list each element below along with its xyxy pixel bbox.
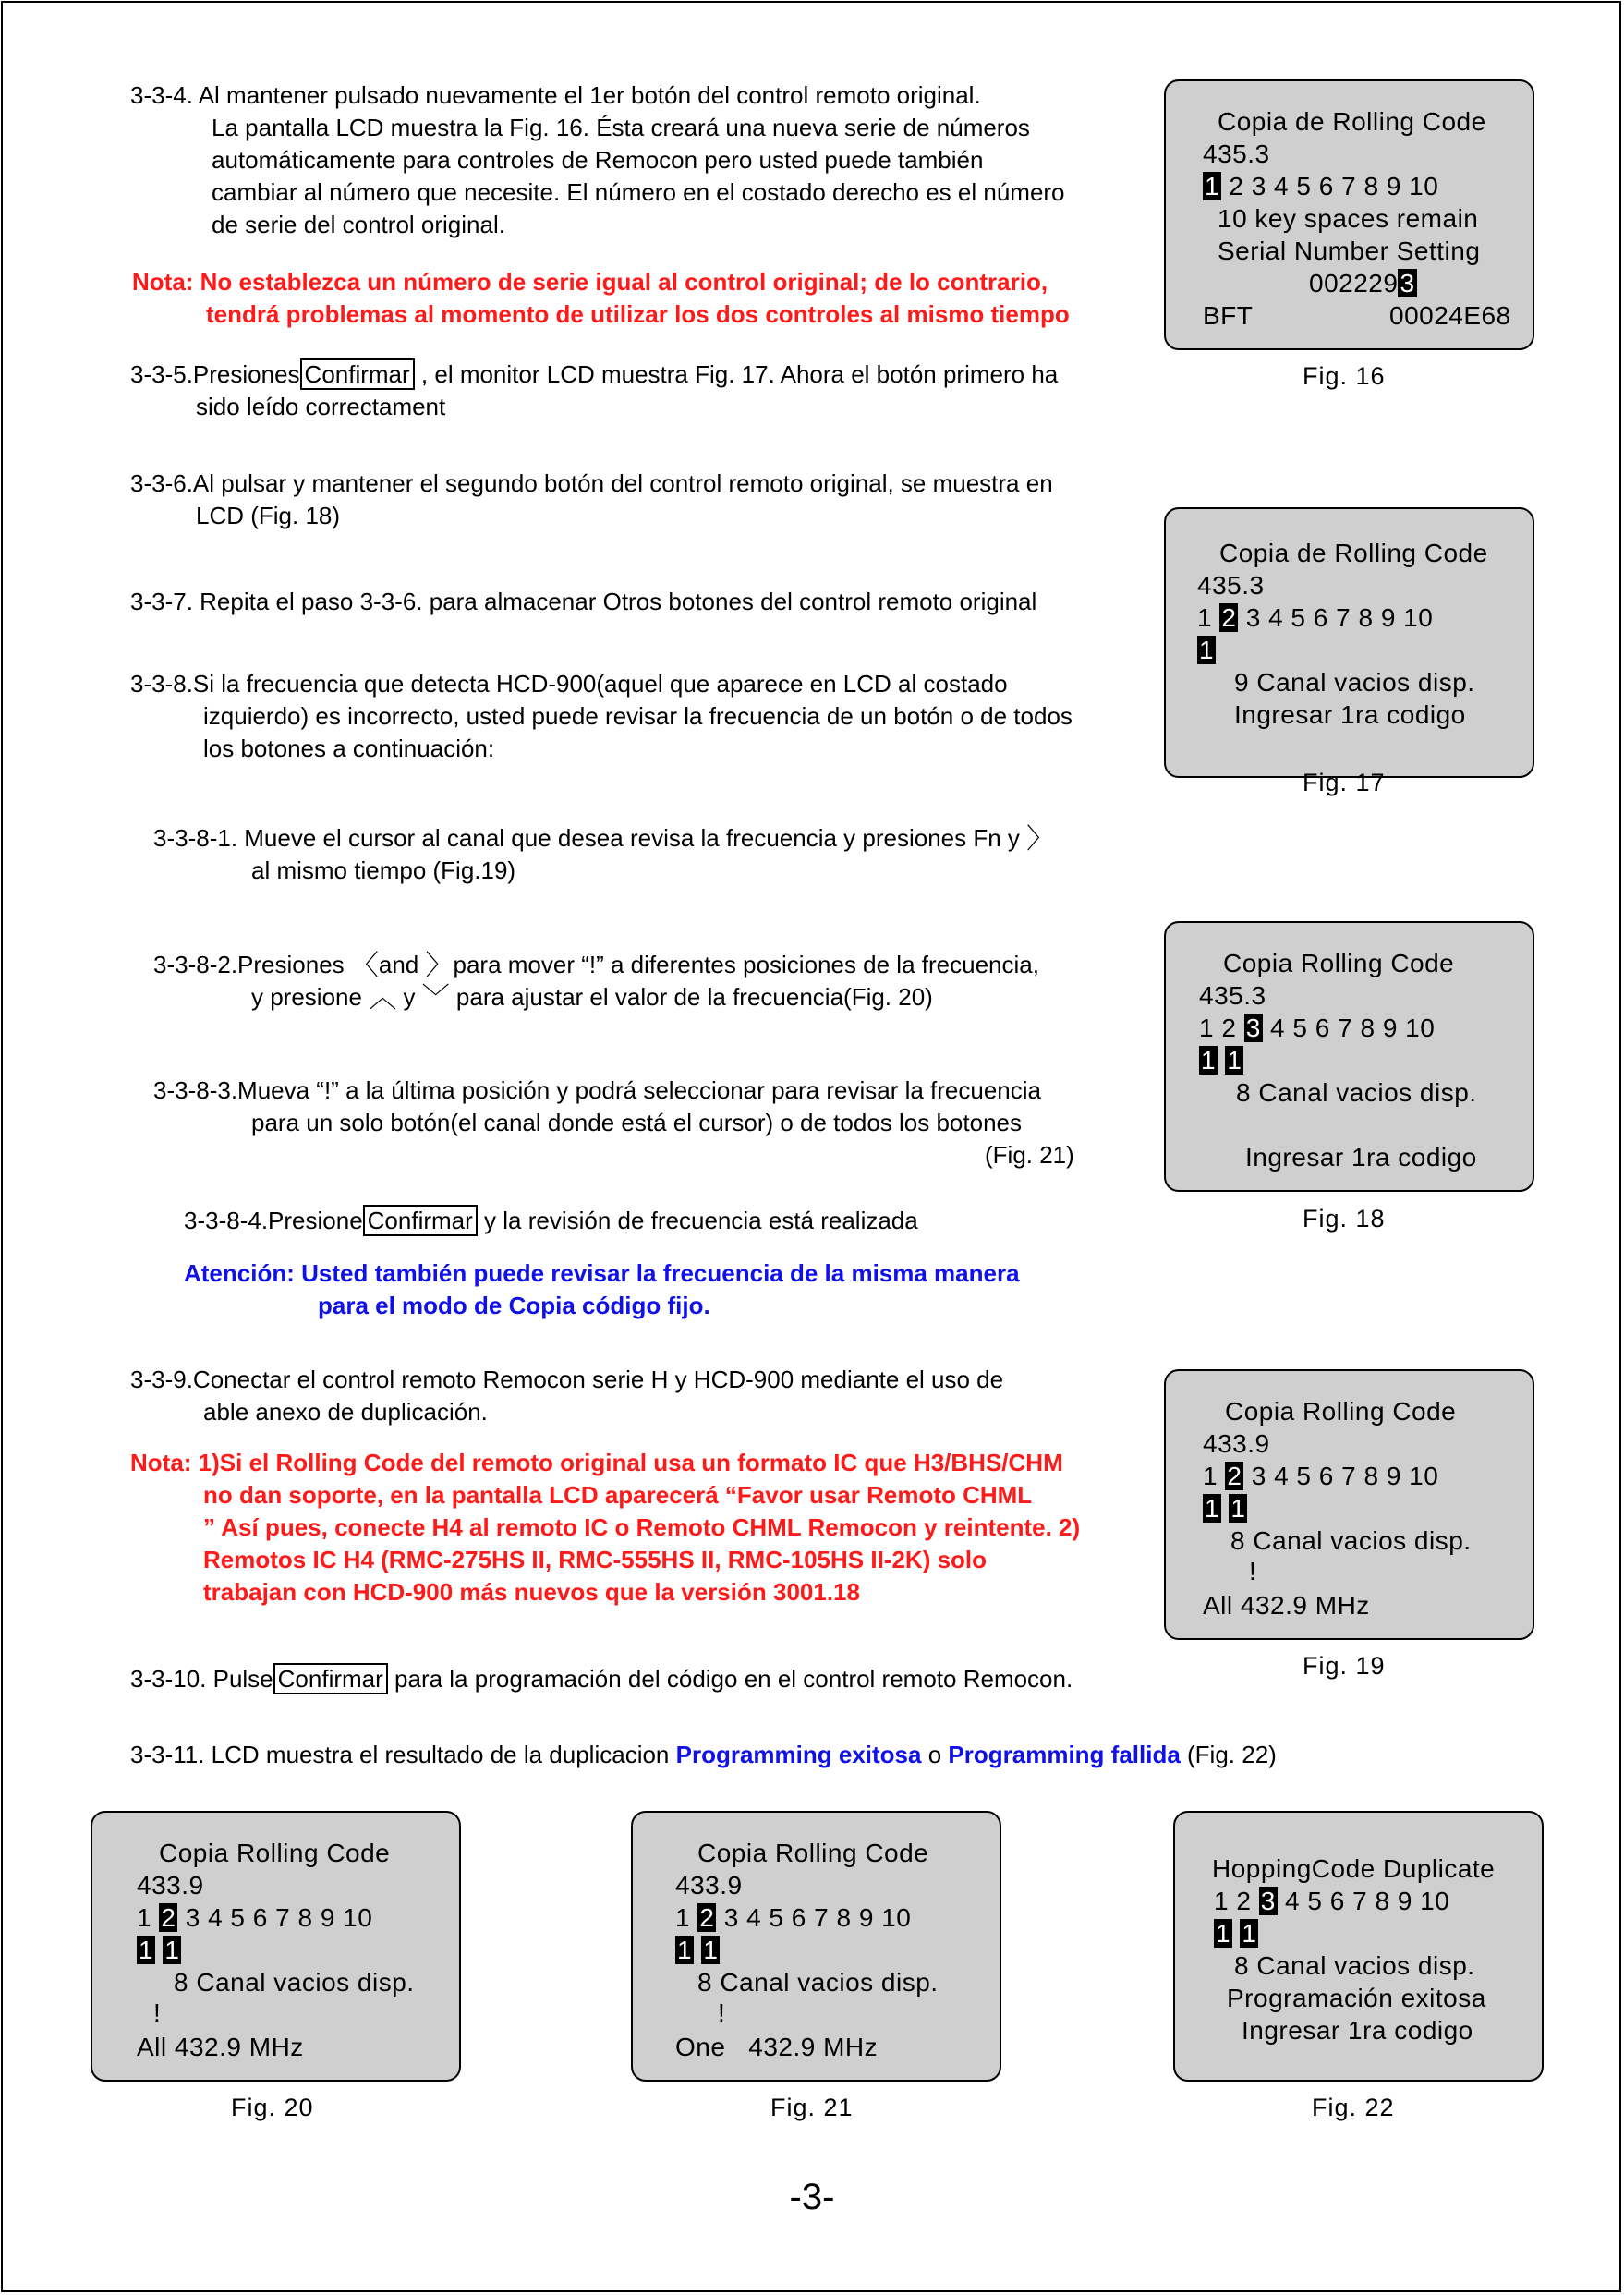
lcd-line5: 8 Canal vacios disp.: [174, 1968, 415, 1997]
lcd-stored-marks: 1 1: [139, 1936, 180, 1964]
lcd-frequency: 435.3: [1199, 981, 1266, 1010]
down-chevron-icon: ﹀: [421, 983, 450, 1014]
fig-21-caption: Fig. 21: [770, 2094, 854, 2121]
lcd-title: Copia Rolling Code: [159, 1839, 391, 1867]
fig-18-caption: Fig. 18: [1303, 1205, 1386, 1232]
step-3-3-8-3-line3: (Fig. 21): [985, 1141, 1074, 1169]
note-ic-1: Nota: 1)Si el Rolling Code del remoto original usa un formato IC que H3/BHS/CHM: [130, 1449, 1063, 1476]
lcd-channel-row: 1 2 3 4 5 6 7 8 9 10: [1203, 1462, 1439, 1490]
lcd-stored-marks: 1 1: [677, 1936, 719, 1964]
lcd-line5: 9 Canal vacios disp.: [1234, 668, 1475, 697]
lcd-channel-row: 1 2 3 4 5 6 7 8 9 10: [1197, 603, 1434, 632]
lcd-line4: 10 key spaces remain: [1218, 204, 1479, 233]
step-3-3-4-line4: cambiar al número que necesite. El número en el costado derecho es el número: [212, 178, 1065, 206]
lcd-line7: All 432.9 MHz: [137, 2033, 304, 2061]
lcd-stored-marks: 1: [1199, 636, 1215, 664]
lcd-brand: BFT: [1203, 301, 1254, 330]
step-3-3-8-2-line2: y presione ︿ y ﹀ para ajustar el valor de la frecuencia(Fig. 20): [251, 983, 933, 1014]
lcd-channel-row: 1 2 3 4 5 6 7 8 9 10: [1214, 1887, 1450, 1915]
lcd-frequency: 433.9: [1203, 1429, 1270, 1458]
lcd-channel-row: 1 2 3 4 5 6 7 8 9 10: [1199, 1014, 1436, 1042]
lcd-fig-18: [1164, 921, 1534, 1192]
lcd-fig-20: [91, 1811, 461, 2082]
step-3-3-4-line5: de serie del control original.: [212, 211, 505, 238]
programming-fail-label: Programming fallida: [948, 1741, 1181, 1768]
note-serial-2: tendrá problemas al momento de utilizar los dos controles al mismo tiempo: [206, 300, 1070, 328]
step-3-3-8: 3-3-8.Si la frecuencia que detecta HCD-900(aquel que aparece en LCD al costado: [130, 670, 1008, 698]
note-ic-2: no dan soporte, en la pantalla LCD aparecerá “Favor usar Remoto CHML: [203, 1481, 1033, 1509]
step-3-3-8-3-line2: para un solo botón(el canal donde está el cursor) o de todos los botones: [251, 1109, 1022, 1136]
step-3-3-7: 3-3-7. Repita el paso 3-3-6. para almacenar Otros botones del control remoto original: [130, 588, 1037, 615]
step-3-3-6: 3-3-6.Al pulsar y mantener el segundo botón del control remoto original, se muestra en: [130, 469, 1053, 497]
note-serial-1: Nota: No establezca un número de serie igual al control original; de lo contrario,: [132, 268, 1048, 296]
lcd-line5: 8 Canal vacios disp.: [1236, 1078, 1477, 1107]
lcd-original-serial: 00024E68: [1389, 301, 1511, 330]
lcd-cursor: !: [153, 1998, 162, 2027]
fig-22-caption: Fig. 22: [1312, 2094, 1395, 2121]
lcd-line6: Ingresar 1ra codigo: [1245, 1143, 1477, 1172]
step-3-3-4-line2: La pantalla LCD muestra la Fig. 16. Ésta creará una nueva serie de números: [212, 114, 1030, 141]
lcd-line6: Ingresar 1ra codigo: [1242, 2016, 1473, 2045]
lcd-line6: Ingresar 1ra codigo: [1234, 700, 1466, 729]
lcd-title: HoppingCode Duplicate: [1212, 1854, 1496, 1883]
right-chevron-icon: 〉: [1026, 824, 1055, 855]
step-3-3-8-line2: izquierdo) es incorrecto, usted puede revisar la frecuencia de un botón o de todos: [203, 702, 1073, 730]
step-3-3-11: 3-3-11. LCD muestra el resultado de la duplicacion Programming exitosa o Programming fallida (Fig. 22): [130, 1741, 1277, 1768]
step-3-3-9-line2: able anexo de duplicación.: [203, 1398, 488, 1426]
lcd-frequency: 435.3: [1197, 571, 1265, 600]
step-3-3-4-line3: automáticamente para controles de Remocon pero usted puede también: [212, 146, 984, 174]
lcd-stored-marks: 1 1: [1201, 1046, 1242, 1075]
lcd-frequency: 433.9: [675, 1871, 743, 1900]
lcd-cursor: !: [718, 1998, 726, 2027]
lcd-line4: 8 Canal vacios disp.: [1234, 1951, 1475, 1980]
right-chevron-icon: 〉: [425, 951, 454, 981]
left-chevron-icon: 〈: [350, 951, 379, 981]
page-number: -3-: [789, 2177, 835, 2217]
step-3-3-5-line2: sido leído correctament: [196, 393, 446, 420]
step-3-3-6-line2: LCD (Fig. 18): [196, 502, 341, 529]
step-3-3-8-line3: los botones a continuación:: [203, 735, 495, 762]
lcd-title: Copia de Rolling Code: [1219, 539, 1488, 567]
lcd-channel-row: 1 2 3 4 5 6 7 8 9 10: [675, 1903, 912, 1932]
lcd-cursor: !: [1249, 1557, 1257, 1585]
fig-17-caption: Fig. 17: [1303, 769, 1386, 796]
step-3-3-8-3: 3-3-8-3.Mueva “!” a la última posición y podrá seleccionar para revisar la frecuencia: [153, 1076, 1041, 1104]
step-3-3-8-1-line2: al mismo tiempo (Fig.19): [251, 856, 516, 884]
fig-19-caption: Fig. 19: [1303, 1652, 1386, 1680]
lcd-line5: Programación exitosa: [1227, 1984, 1486, 2012]
up-chevron-icon: ︿: [369, 983, 397, 1014]
confirmar-button: Confirmar: [300, 358, 415, 390]
attention-note-2: para el modo de Copia código fijo.: [318, 1292, 710, 1319]
confirmar-button: Confirmar: [363, 1205, 478, 1236]
lcd-title: Copia Rolling Code: [1225, 1397, 1457, 1426]
lcd-channel-row: 1 2 3 4 5 6 7 8 9 10: [1205, 172, 1439, 200]
fig-16-caption: Fig. 16: [1303, 362, 1386, 390]
lcd-title: Copia Rolling Code: [697, 1839, 929, 1867]
step-3-3-8-1: 3-3-8-1. Mueve el cursor al canal que desea revisa la frecuencia y presiones Fn y 〉: [153, 824, 1055, 855]
lcd-line7: All 432.9 MHz: [1203, 1591, 1370, 1620]
lcd-frequency: 433.9: [137, 1871, 204, 1900]
step-3-3-9: 3-3-9.Conectar el control remoto Remocon serie H y HCD-900 mediante el uso de: [130, 1366, 1004, 1393]
attention-note-1: Atención: Usted también puede revisar la frecuencia de la misma manera: [184, 1259, 1020, 1287]
lcd-fig-17: [1164, 507, 1534, 778]
lcd-line5: 8 Canal vacios disp.: [1230, 1526, 1472, 1555]
lcd-frequency: 435.3: [1203, 140, 1270, 168]
lcd-stored-marks: 1 1: [1205, 1494, 1246, 1523]
step-3-3-4: 3-3-4. Al mantener pulsado nuevamente el 1er botón del control remoto original.: [130, 81, 981, 109]
note-ic-3: ” Así pues, conecte H4 al remoto IC o Remoto CHML Remocon y reintente. 2): [203, 1513, 1081, 1541]
lcd-title: Copia de Rolling Code: [1218, 107, 1486, 136]
step-3-3-5: 3-3-5.Presiones Confirmar , el monitor LCD muestra Fig. 17. Ahora el botón primero ha: [130, 360, 1059, 388]
lcd-title: Copia Rolling Code: [1223, 949, 1455, 978]
lcd-fig-19: [1164, 1369, 1534, 1640]
lcd-line5: Serial Number Setting: [1218, 237, 1481, 265]
lcd-line5: 8 Canal vacios disp.: [697, 1968, 939, 1997]
note-ic-4: Remotos IC H4 (RMC-275HS II, RMC-555HS II, RMC-105HS II-2K) solo: [203, 1546, 988, 1573]
lcd-fig-21: [631, 1811, 1001, 2082]
step-3-3-10: 3-3-10. Pulse Confirmar para la programación del código en el control remoto Remocon.: [130, 1665, 1073, 1693]
fig-20-caption: Fig. 20: [231, 2094, 314, 2121]
step-3-3-8-4: 3-3-8-4.Presione Confirmar y la revisión de frecuencia está realizada: [184, 1207, 918, 1234]
lcd-channel-row: 1 2 3 4 5 6 7 8 9 10: [137, 1903, 373, 1932]
confirmar-button: Confirmar: [273, 1663, 388, 1694]
lcd-serial: 0022293: [1309, 269, 1415, 298]
programming-ok-label: Programming exitosa: [675, 1741, 922, 1768]
lcd-line7: One 432.9 MHz: [675, 2033, 879, 2061]
lcd-fig-22: [1173, 1811, 1544, 2082]
lcd-stored-marks: 1 1: [1216, 1919, 1257, 1948]
lcd-fig-16: [1164, 79, 1534, 350]
note-ic-5: trabajan con HCD-900 más nuevos que la versión 3001.18: [203, 1578, 860, 1606]
step-3-3-8-2: 3-3-8-2.Presiones 〈and 〉para mover “!” a diferentes posiciones de la frecuencia,: [153, 951, 1039, 981]
